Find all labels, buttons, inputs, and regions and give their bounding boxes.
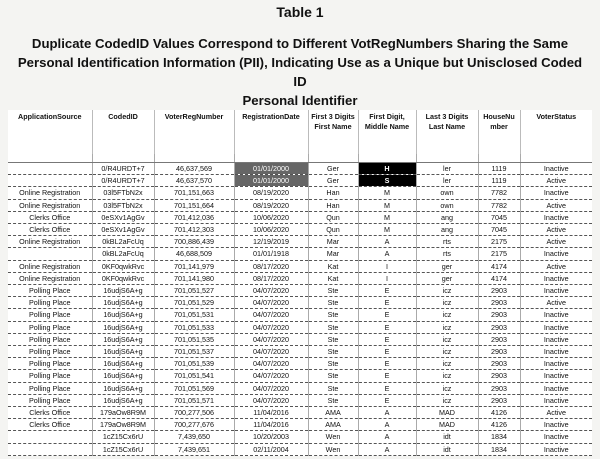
table-cell: Polling Place [8,333,92,345]
table-cell: 04/07/2020 [234,394,308,406]
table-cell: 701,151,664 [154,199,234,211]
table-cell: 46,637,570 [154,175,234,187]
spacer-cell [8,154,92,163]
spacer-cell [308,154,358,163]
table-row [8,211,592,223]
table-cell: Inactive [520,248,592,260]
table-cell: Online Registration [8,260,92,272]
table-row [8,382,592,394]
table-cell: 4126 [478,419,520,431]
spacer-cell [92,154,154,163]
table-row [8,163,592,175]
table-cell: 0/R4URDT+7 [92,175,154,187]
table-cell: 08/19/2020 [234,199,308,211]
table-cell: 2175 [478,236,520,248]
table-cell: 701,051,539 [154,358,234,370]
table-cell: Ste [308,358,358,370]
table-row [8,358,592,370]
table-cell: 2903 [478,346,520,358]
table-cell: Active [520,407,592,419]
table-cell: icz [416,346,478,358]
table-cell: 11/04/2016 [234,419,308,431]
table-row [8,260,592,272]
table-cell: icz [416,358,478,370]
table-cell: Active [520,224,592,236]
table-cell: Active [520,236,592,248]
table-cell: 08/17/2020 [234,272,308,284]
table-cell: 2903 [478,333,520,345]
table-cell: 701,051,537 [154,346,234,358]
table-cell: 08/19/2020 [234,187,308,199]
table-cell: 7782 [478,199,520,211]
table-cell: 03l5FTbN2x [92,187,154,199]
table-cell: Ste [308,346,358,358]
spacer-cell [358,154,416,163]
spacer-row [8,154,592,163]
table-cell: 11/04/2016 [234,407,308,419]
table-cell: Active [520,297,592,309]
table-cell: 7045 [478,211,520,223]
table-cell: icz [416,394,478,406]
table-cell: 1834 [478,443,520,455]
table-cell: Online Registration [8,187,92,199]
column-header [478,110,520,154]
table-cell: 10/06/2020 [234,211,308,223]
caption-line: Personal Identification Information (PII), Indicating Use as a Unique but Unisclosed Coded ID [17,55,583,89]
table-cell [8,248,92,260]
table-cell: Kat [308,260,358,272]
table-row [8,419,592,431]
table-cell: Polling Place [8,309,92,321]
table-cell: Clerks Office [8,407,92,419]
table-cell: Polling Place [8,346,92,358]
table-cell: I [358,260,416,272]
table-cell: 04/07/2020 [234,321,308,333]
table-row [8,333,592,345]
table-cell: Polling Place [8,297,92,309]
table-cell: 04/07/2020 [234,333,308,345]
table-cell: 7045 [478,224,520,236]
table-cell: 10/20/2003 [234,431,308,443]
table-cell: 2903 [478,358,520,370]
table-cell: Inactive [520,187,592,199]
table-cell: 701,051,533 [154,321,234,333]
table-row [8,175,592,187]
column-header-line: VoterStatus [536,112,577,121]
table-cell: A [358,236,416,248]
table-row [8,431,592,443]
table-cell: Ste [308,394,358,406]
column-header [92,110,154,154]
table-cell: 1119 [478,163,520,175]
table-cell: A [358,443,416,455]
table-cell: icz [416,370,478,382]
table-cell: 2903 [478,297,520,309]
table-cell: E [358,285,416,297]
column-header [154,110,234,154]
table-cell: 700,277,506 [154,407,234,419]
table-row [8,297,592,309]
table-row [8,346,592,358]
column-header [308,110,358,154]
spacer-cell [154,154,234,163]
column-header-line: VoterRegNumber [164,112,224,121]
table-caption [10,34,590,110]
table-cell: 10/06/2020 [234,224,308,236]
table-cell: Polling Place [8,321,92,333]
table-cell: 2903 [478,285,520,297]
table-row [8,370,592,382]
table-cell: 701,051,527 [154,285,234,297]
table-row [8,272,592,284]
table-cell: 7782 [478,187,520,199]
table-cell: Active [520,199,592,211]
table-cell: 0kBL2aFcUq [92,236,154,248]
table-cell: 0KF0qwkRvc [92,260,154,272]
table-cell: I [358,272,416,284]
table-cell: Inactive [520,443,592,455]
column-header-line: Middle Name [364,122,410,131]
column-header [416,110,478,154]
table-cell: Polling Place [8,382,92,394]
table-cell: 2903 [478,370,520,382]
column-header-line: ApplicationSource [18,112,82,121]
table-cell: S [358,175,416,187]
column-header [234,110,308,154]
column-header-line: CodedID [108,112,138,121]
table-cell: M [358,224,416,236]
table-cell: 16udjS6A+g [92,333,154,345]
table-cell: Mar [308,248,358,260]
column-header-line: First 3 Digits [311,112,355,121]
table-cell: 16udjS6A+g [92,358,154,370]
table-cell: 04/07/2020 [234,309,308,321]
table-cell: 2903 [478,394,520,406]
table-cell: ang [416,224,478,236]
table-cell: Clerks Office [8,211,92,223]
table-cell: 03l5FTbN2x [92,199,154,211]
table-cell: 01/01/2000 [234,175,308,187]
table-cell: AMA [308,419,358,431]
table-cell: icz [416,333,478,345]
table-cell: Polling Place [8,394,92,406]
table-cell: 04/07/2020 [234,358,308,370]
spacer-cell [478,154,520,163]
table-cell: ger [416,272,478,284]
column-header [8,110,92,154]
table-cell: 700,277,676 [154,419,234,431]
column-header-line: HouseNu [483,112,515,121]
table-cell: 0eSXv1AgGv [92,211,154,223]
table-cell: 1cZ15Cx6rU [92,431,154,443]
table-cell: Inactive [520,163,592,175]
table-cell: 701,051,571 [154,394,234,406]
table-row [8,285,592,297]
table-cell: Inactive [520,272,592,284]
table-cell: 04/07/2020 [234,346,308,358]
table-cell: 2903 [478,309,520,321]
table-row [8,199,592,211]
table-cell: 701,151,663 [154,187,234,199]
column-header-line: First Digit, [369,112,405,121]
table-cell: 2175 [478,248,520,260]
table-cell: Active [520,260,592,272]
table-cell: E [358,297,416,309]
caption-line: Duplicate CodedID Values Correspond to Different VotRegNumbers Sharing the Same [31,36,569,51]
table-cell: icz [416,297,478,309]
table-cell: rts [416,236,478,248]
table-cell: rts [416,248,478,260]
table-cell: 701,051,569 [154,382,234,394]
table-cell: Ger [308,175,358,187]
table-cell: MAD [416,419,478,431]
table-cell: Inactive [520,346,592,358]
table-cell: 7,439,651 [154,443,234,455]
table-cell: 701,051,541 [154,370,234,382]
voter-table [8,110,592,456]
table-cell: A [358,431,416,443]
table-cell: E [358,346,416,358]
table-title: Table 1 [276,4,324,20]
table-cell: 179aOw8R9M [92,407,154,419]
table-cell: 0kBL2aFcUq [92,248,154,260]
table-cell: Kat [308,272,358,284]
table-cell: idt [416,443,478,455]
table-cell: 46,637,569 [154,163,234,175]
table-cell: 1cZ15Cx6rU [92,443,154,455]
table-cell: Qun [308,211,358,223]
table-row [8,248,592,260]
table-row [8,394,592,406]
table-cell: 701,051,535 [154,333,234,345]
table-cell: icz [416,321,478,333]
table-cell: Inactive [520,309,592,321]
table-cell: 08/17/2020 [234,260,308,272]
table-cell: 16udjS6A+g [92,346,154,358]
table-cell: Qun [308,224,358,236]
table-cell: ler [416,163,478,175]
table-cell: Inactive [520,370,592,382]
table-cell: 46,688,509 [154,248,234,260]
table-cell: Inactive [520,285,592,297]
table-cell: Ste [308,382,358,394]
table-cell: own [416,187,478,199]
table-cell: E [358,333,416,345]
table-cell: E [358,370,416,382]
table-cell: Ste [308,309,358,321]
table-cell: ger [416,260,478,272]
table-cell: 701,051,531 [154,309,234,321]
table-cell: 2903 [478,382,520,394]
table-cell: 4126 [478,407,520,419]
table-cell: Polling Place [8,358,92,370]
table-cell: AMA [308,407,358,419]
table-row [8,321,592,333]
table-cell: Ste [308,333,358,345]
table-cell: 701,412,303 [154,224,234,236]
table-cell: Inactive [520,321,592,333]
table-cell: Ger [308,163,358,175]
table-cell: M [358,211,416,223]
table-row [8,309,592,321]
table-cell: Clerks Office [8,419,92,431]
spacer-cell [520,154,592,163]
column-header-line: RegistrationDate [242,112,300,121]
table-cell: 04/07/2020 [234,370,308,382]
table-cell: 701,412,036 [154,211,234,223]
table-cell: Ste [308,321,358,333]
table-cell: 16udjS6A+g [92,321,154,333]
table-row [8,443,592,455]
table-cell: Inactive [520,358,592,370]
column-header-line: First Name [314,122,352,131]
table-cell: 0/R4URDT+7 [92,163,154,175]
table-cell: icz [416,309,478,321]
table-cell: 1119 [478,175,520,187]
column-header-line: Last Name [428,122,466,131]
table-cell: 16udjS6A+g [92,394,154,406]
table-cell: Clerks Office [8,224,92,236]
caption-line: Personal Identifier [242,93,358,108]
table-cell: Polling Place [8,285,92,297]
table-cell: icz [416,285,478,297]
table-cell: idt [416,431,478,443]
table-cell: 701,051,529 [154,297,234,309]
table-cell: 4174 [478,272,520,284]
table-row [8,187,592,199]
table-cell: 04/07/2020 [234,285,308,297]
table-cell: Wen [308,443,358,455]
table-cell: A [358,419,416,431]
table-cell: 701,141,980 [154,272,234,284]
table-cell: 701,141,979 [154,260,234,272]
table-cell: Inactive [520,211,592,223]
table-cell: E [358,358,416,370]
table-cell: Inactive [520,419,592,431]
column-header [520,110,592,154]
table-cell: Wen [308,431,358,443]
table-cell: Online Registration [8,272,92,284]
table-cell: 16udjS6A+g [92,370,154,382]
table-cell: 02/11/2004 [234,443,308,455]
table-cell: ang [416,211,478,223]
spacer-cell [234,154,308,163]
table-cell [8,443,92,455]
table-cell: Inactive [520,431,592,443]
table-cell: 7,439,650 [154,431,234,443]
table-cell: 01/01/2000 [234,163,308,175]
table-cell: M [358,199,416,211]
table-cell: 16udjS6A+g [92,285,154,297]
table-cell: 0KF0qwkRvc [92,272,154,284]
table-cell: Inactive [520,394,592,406]
table-cell: 16udjS6A+g [92,297,154,309]
table-cell: H [358,163,416,175]
table-cell: Polling Place [8,370,92,382]
table-cell: Han [308,199,358,211]
table-cell: Inactive [520,333,592,345]
column-header-line: Last 3 Digits [425,112,469,121]
table-cell: M [358,187,416,199]
table-cell [8,175,92,187]
table-cell: 700,886,439 [154,236,234,248]
table-cell: A [358,407,416,419]
table-cell: Ste [308,285,358,297]
table-container [8,110,592,456]
table-row [8,407,592,419]
table-cell: Han [308,187,358,199]
table-cell: 0eSXv1AgGv [92,224,154,236]
table-cell: 04/07/2020 [234,382,308,394]
header-row [8,110,592,154]
table-cell: 04/07/2020 [234,297,308,309]
table-cell: Mar [308,236,358,248]
table-cell: icz [416,382,478,394]
table-cell: Ste [308,297,358,309]
table-cell: 16udjS6A+g [92,309,154,321]
table-cell: 2903 [478,321,520,333]
table-cell: E [358,394,416,406]
table-cell [8,431,92,443]
table-cell: Active [520,175,592,187]
table-cell [8,163,92,175]
table-cell: Online Registration [8,236,92,248]
table-cell: E [358,382,416,394]
table-cell: ler [416,175,478,187]
table-cell: Ste [308,370,358,382]
table-cell: MAD [416,407,478,419]
table-cell: own [416,199,478,211]
table-body [8,154,592,455]
table-cell: E [358,309,416,321]
table-row [8,236,592,248]
table-cell: 1834 [478,431,520,443]
table-cell: A [358,248,416,260]
table-cell: 16udjS6A+g [92,382,154,394]
table-cell: 4174 [478,260,520,272]
table-cell: E [358,321,416,333]
spacer-cell [416,154,478,163]
table-cell: 179aOw8R9M [92,419,154,431]
table-cell: 12/19/2019 [234,236,308,248]
table-cell: 01/01/1918 [234,248,308,260]
column-header [358,110,416,154]
column-header-line: mber [490,122,508,131]
table-row [8,224,592,236]
table-cell: Inactive [520,382,592,394]
table-cell: Online Registration [8,199,92,211]
